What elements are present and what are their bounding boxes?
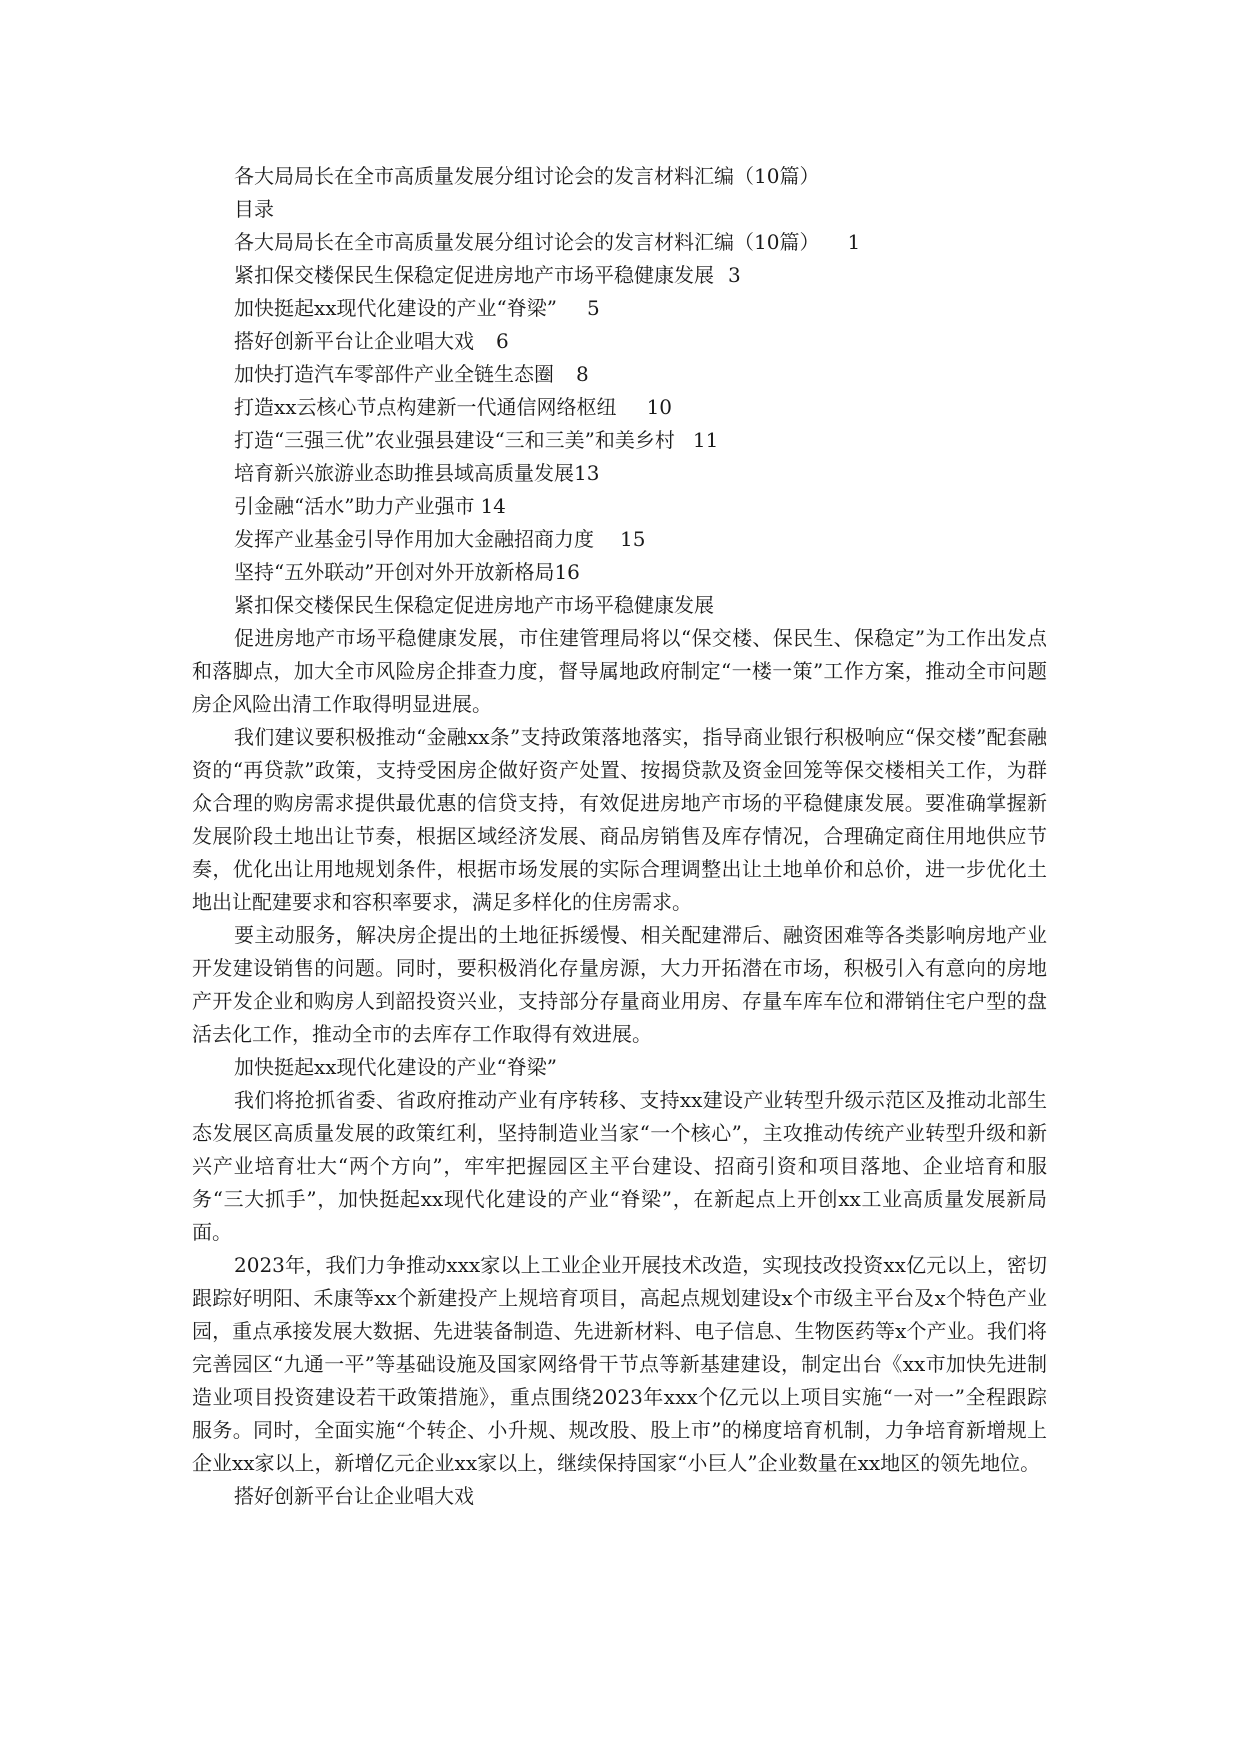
body-paragraph: 促进房地产市场平稳健康发展，市住建管理局将以“保交楼、保民生、保稳定”为工作出发点和落脚点，加大全市风险房企排查力度，督导属地政府制定“一楼一策”工作方案，推动全市问题房企风险出清工作取得明显进展。 [192,626,1047,716]
toc-entry[interactable] [192,523,1047,556]
toc-entry[interactable] [192,424,1047,457]
toc-entry-page: 16 [554,560,580,584]
toc-entry-title: 培育新兴旅游业态助推县域高质量发展 [234,461,574,485]
toc-entry-title: 打造xx云核心节点构建新一代通信网络枢纽 [234,395,617,419]
toc-entry-page: 14 [480,494,506,518]
section-heading: 紧扣保交楼保民生保稳定促进房地产市场平稳健康发展 [234,593,714,617]
toc-entry[interactable] [192,292,1047,325]
toc-entry[interactable] [192,457,1047,490]
toc-entry-page: 6 [496,329,509,353]
document-title: 各大局局长在全市高质量发展分组讨论会的发言材料汇编（10篇） [234,164,820,188]
toc-entry[interactable] [192,325,1047,358]
toc-entry-page: 11 [692,428,719,452]
toc-entry-page: 3 [728,263,741,287]
toc-heading: 目录 [234,197,274,221]
toc-entry-title: 引金融“活水”助力产业强市 [234,494,475,518]
toc-entry-page: 8 [576,362,589,386]
toc-entry-title: 紧扣保交楼保民生保稳定促进房地产市场平稳健康发展 [234,263,714,287]
body-paragraph: 我们将抢抓省委、省政府推动产业有序转移、支持xx建设产业转型升级示范区及推动北部生态发展区高质量发展的政策红利，坚持制造业当家“一个核心”，主攻推动传统产业转型升级和新兴产业培育壮大“两个方向”，牢牢把握园区主平台建设、招商引资和项目落地、企业培育和服务“三大抓手”，加快挺起xx现代化建设的产业“脊梁”，在新起点上开创xx工业高质量发展新局面。 [192,1088,1047,1244]
toc-entry[interactable] [192,358,1047,391]
section-heading: 搭好创新平台让企业唱大戏 [234,1484,474,1508]
toc-entry-page: 13 [574,461,600,485]
toc-entry-title: 坚持“五外联动”开创对外开放新格局 [234,560,555,584]
body-paragraph: 2023年，我们力争推动xxx家以上工业企业开展技术改造，实现技改投资xx亿元以上，密切跟踪好明阳、禾康等xx个新建投产上规培育项目，高起点规划建设x个市级主平台及x个特色产业园，重点承接发展大数据、先进装备制造、先进新材料、电子信息、生物医药等x个产业。我们将完善园区“九通一平”等基础设施及国家网络骨干节点等新基建建设，制定出台《xx市加快先进制造业项目投资建设若干政策措施》，重点围绕2023年xxx个亿元以上项目实施“一对一”全程跟踪服务。同时，全面实施“个转企、小升规、规改股、股上市”的梯度培育机制，力争培育新增规上企业xx家以上，新增亿元企业xx家以上，继续保持国家“小巨人”企业数量在xx地区的领先地位。 [192,1253,1047,1475]
toc-entry-page: 1 [847,230,861,254]
toc-entry[interactable] [192,556,1047,589]
toc-entry[interactable] [192,391,1047,424]
section-heading: 加快挺起xx现代化建设的产业“脊梁” [234,1055,558,1079]
body-paragraph: 我们建议要积极推动“金融xx条”支持政策落地落实，指导商业银行积极响应“保交楼”配套融资的“再贷款”政策，支持受困房企做好资产处置、按揭贷款及资金回笼等保交楼相关工作，为群众合理的购房需求提供最优惠的信贷支持，有效促进房地产市场的平稳健康发展。要准确掌握新发展阶段土地出让节奏，根据区域经济发展、商品房销售及库存情况，合理确定商住用地供应节奏，优化出让用地规划条件，根据市场发展的实际合理调整出让土地单价和总价，进一步优化土地出让配建要求和容积率要求，满足多样化的住房需求。 [192,725,1047,914]
toc-entry[interactable] [192,226,1047,259]
table-of-contents [192,226,1047,589]
toc-entry[interactable] [192,259,1047,292]
toc-entry-title: 发挥产业基金引导作用加大金融招商力度 [234,527,594,551]
toc-entry[interactable] [192,490,1047,523]
toc-entry-title: 各大局局长在全市高质量发展分组讨论会的发言材料汇编（10篇） [234,230,820,254]
toc-entry-page: 10 [646,395,673,419]
toc-entry-title: 搭好创新平台让企业唱大戏 [234,329,474,353]
toc-entry-title: 加快打造汽车零部件产业全链生态圈 [234,362,554,386]
body-paragraph: 要主动服务，解决房企提出的土地征拆缓慢、相关配建滞后、融资困难等各类影响房地产业开发建设销售的问题。同时，要积极消化存量房源，大力开拓潜在市场，积极引入有意向的房地产开发企业和购房人到韶投资兴业，支持部分存量商业用房、存量车库车位和滞销住宅户型的盘活去化工作，推动全市的去库存工作取得有效进展。 [192,923,1047,1046]
toc-entry-title: 打造“三强三优”农业强县建设“三和三美”和美乡村 [234,428,675,452]
toc-entry-title: 加快挺起xx现代化建设的产业“脊梁” [234,296,558,320]
toc-entry-page: 15 [620,527,646,551]
toc-entry-page: 5 [587,296,600,320]
document-body [192,160,1047,1513]
